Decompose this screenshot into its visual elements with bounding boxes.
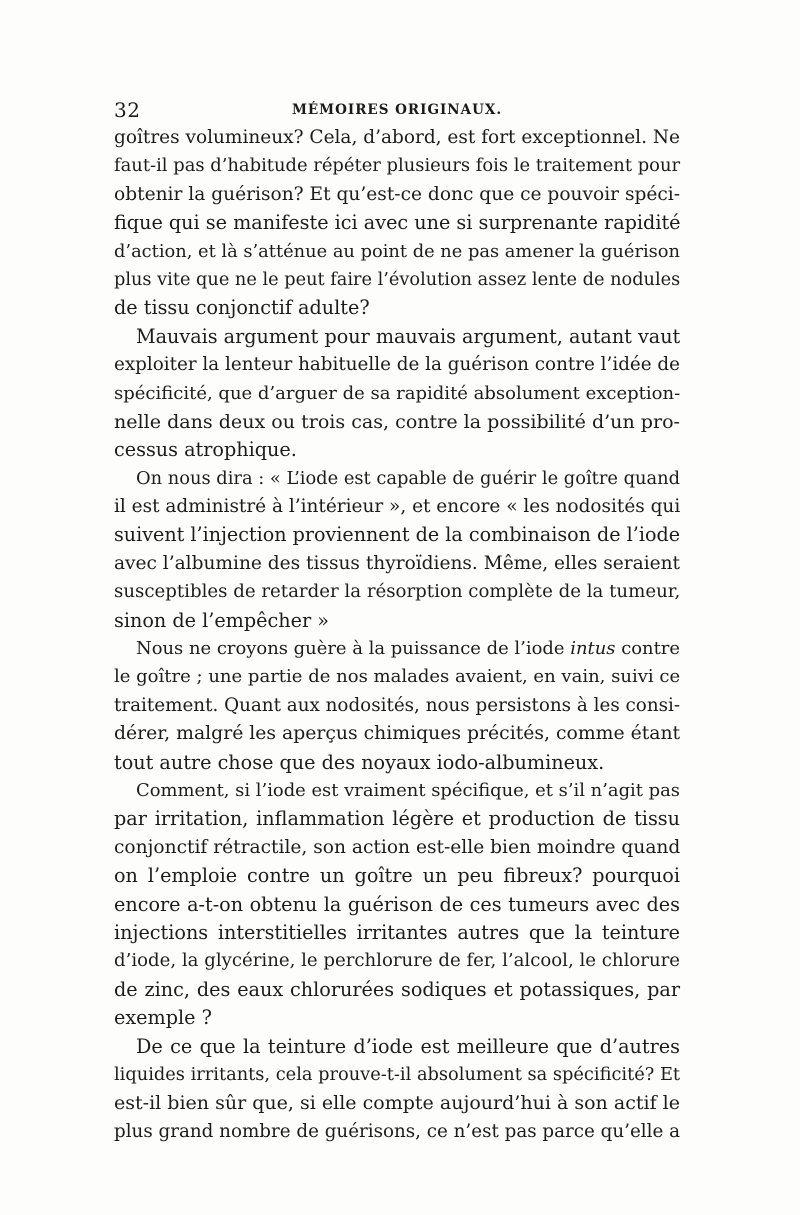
text-line: de tissu conjonctif adulte? — [114, 296, 370, 320]
body-text — [114, 124, 680, 1146]
text-line: plus vite que ne le peut faire l’évolution assez lente de nodules — [114, 269, 681, 290]
running-head — [114, 98, 680, 124]
text-line: encore a-t-on obtenu la guérison de ces tumeurs avec des — [114, 892, 680, 916]
text-line: liquides irritants, cela prouve-t-il absolument sa spécificité? Et — [114, 1063, 681, 1085]
text-line: susceptibles de retarder la résorption complète de la tumeur, — [114, 581, 681, 603]
text-segment: contre — [615, 638, 680, 660]
text-line: conjonctif rétractile, son action est-elle bien moindre quand — [114, 836, 681, 858]
text-line: spécificité, que d’arguer de sa rapidité absolument exception- — [114, 382, 681, 404]
text-line: suivent l’injection proviennent de la combinaison de l’iode — [114, 523, 681, 547]
text-line: Comment, si l’iode est vraiment spécifique, et s’il n’agit pas — [136, 779, 680, 801]
text-line: sinon de l’empêcher » — [114, 608, 329, 632]
text-line: nelle dans deux ou trois cas, contre la possibilité d’un pro- — [114, 410, 680, 433]
text-line: cessus atrophique. — [114, 438, 297, 462]
text-line: exploiter la lenteur habituelle de la guérison contre l’idée de — [114, 354, 680, 376]
text-line: fique qui se manifeste ici avec une si surprenante rapidité — [114, 211, 681, 235]
text-line: avec l’albumine des tissus thyroïdiens. Même, elles seraient — [114, 552, 680, 574]
text-line: obtenir la guérison? Et qu’est-ce donc que ce pouvoir spéci- — [114, 183, 681, 205]
text-line: de zinc, des eaux chlorurées sodiques et potassiques, par — [114, 977, 680, 1001]
page-number: 32 — [114, 98, 141, 122]
text-line: traitement. Quant aux nodosités, nous persistons à les consi- — [114, 694, 681, 716]
text-line: dérer, malgré les aperçus chimiques précités, comme étant — [114, 723, 681, 745]
text-segment: Nous ne croyons guère à la puissance de l’iode — [136, 638, 571, 660]
text-line: il est administré à l’intérieur », et encore « les nodosités qui — [114, 496, 681, 518]
text-line: On nous dira : « L’iode est capable de guérir le goître quand — [136, 467, 680, 489]
text-line: exemple ? — [114, 1006, 212, 1030]
italic-word: intus — [570, 638, 616, 660]
running-title: MÉMOIRES ORIGINAUX. — [291, 102, 503, 118]
text-line: tout autre chose que des noyaux iodo-albumineux. — [114, 750, 605, 774]
text-line: goîtres volumineux? Cela, d’abord, est fort exceptionnel. Ne — [114, 127, 680, 148]
text-line: on l’emploie contre un goître un peu fibreux? pourquoi — [114, 864, 680, 888]
text-line: le goître ; une partie de nos malades avaient, en vain, suivi ce — [114, 666, 681, 688]
text-line: faut-il pas d’habitude répéter plusieurs fois le traitement pour — [114, 155, 681, 177]
text-line: par irritation, inflammation légère et production de tissu — [114, 807, 680, 831]
text-line: plus grand nombre de guérisons, ce n’est pas parce qu’elle a — [114, 1120, 680, 1142]
text-line: De ce que la teinture d’iode est meilleure que d’autres — [136, 1034, 680, 1058]
text-line: injections interstitielles irritantes autres que la teinture — [114, 920, 680, 944]
text-line: d’iode, la glycérine, le perchlorure de fer, l’alcool, le chlorure — [114, 950, 680, 972]
text-line: Mauvais argument pour mauvais argument, autant vaut — [136, 324, 681, 348]
text-line: d’action, et là s’atténue au point de ne pas amener la guérison — [114, 240, 680, 262]
text-line: est-il bien sûr que, si elle compte aujourd’hui à son actif le — [114, 1092, 680, 1115]
text-line — [114, 635, 680, 663]
